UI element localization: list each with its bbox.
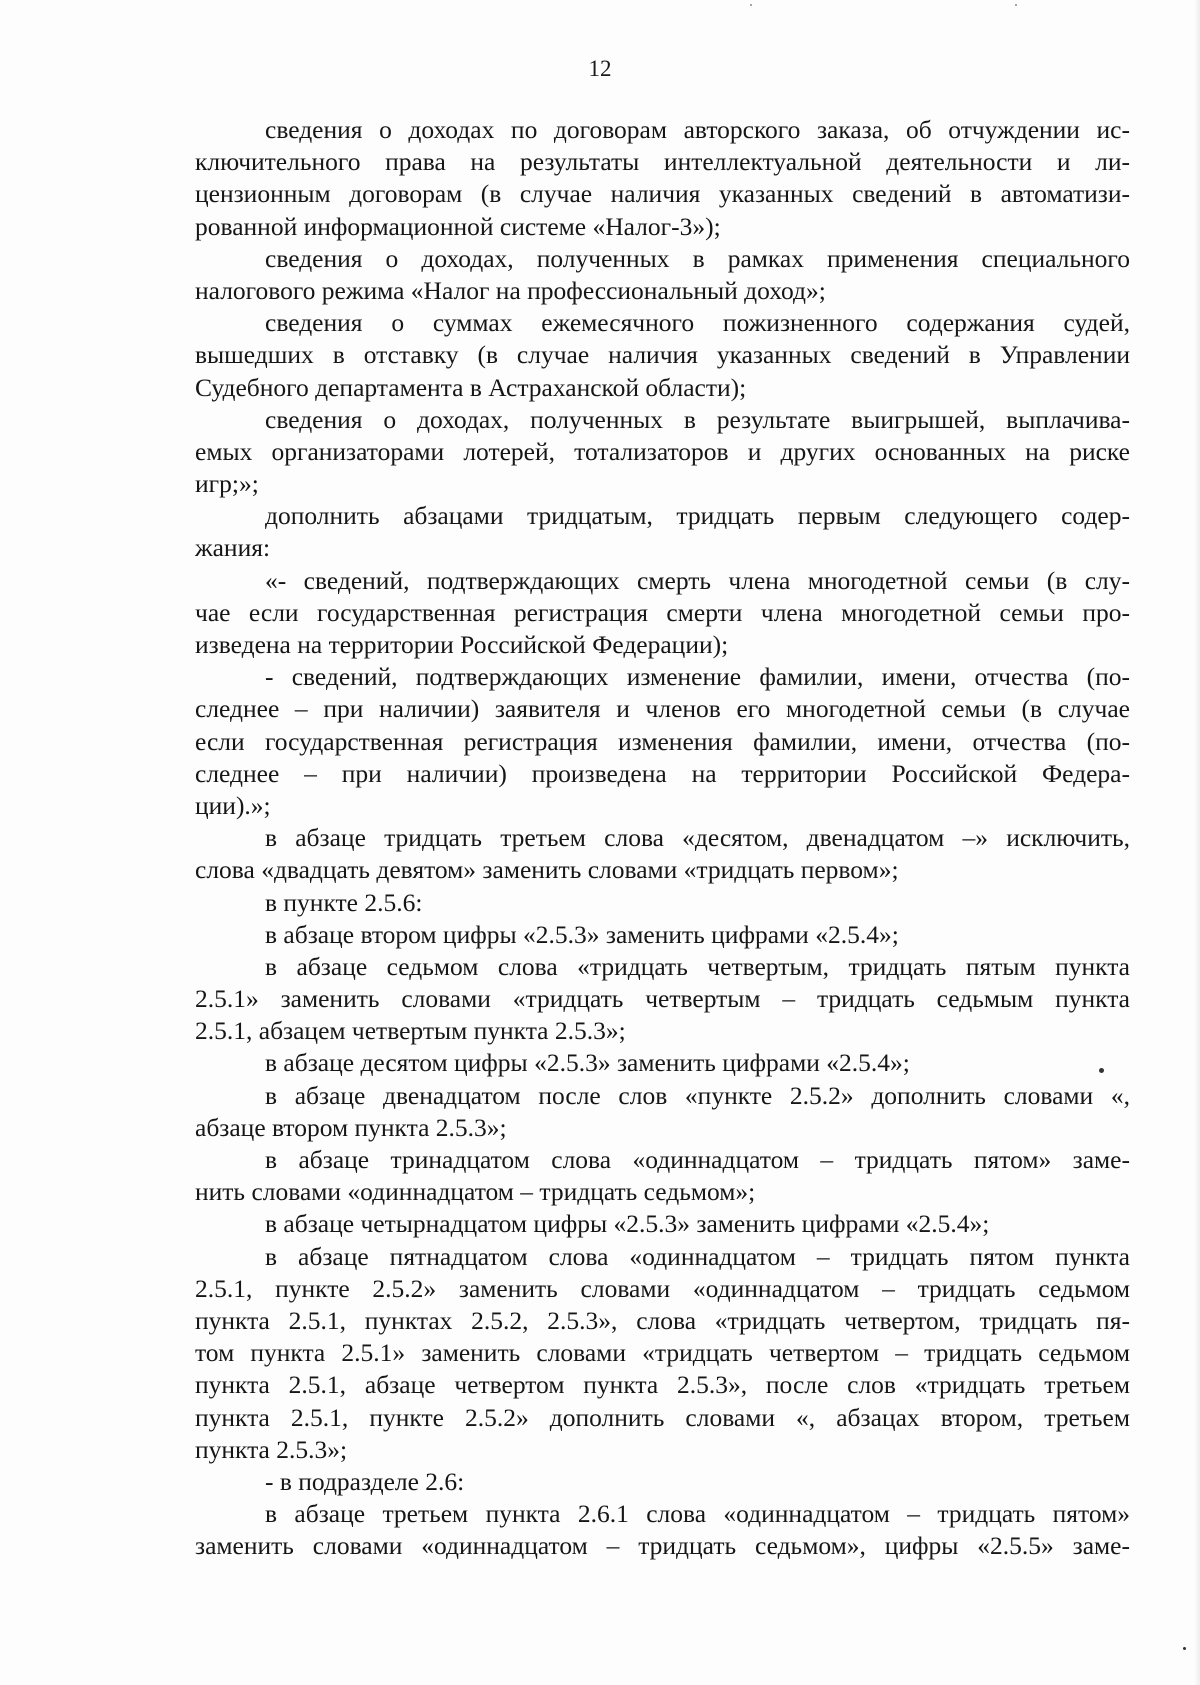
text-line: абзаце втором пункта 2.5.3»; [195, 1112, 507, 1142]
text-line: - сведений, подтверждающих изменение фамилии, имени, отчества (по- [265, 662, 1130, 692]
text-line: чае если государственная регистрация смерти члена многодетной семьи про- [195, 597, 1130, 627]
text-line: том пункта 2.5.1» заменить словами «тридцать четвертом – тридцать седьмом [195, 1338, 1130, 1368]
text-line: следнее – при наличии) заявителя и членов его многодетной семьи (в случае [195, 694, 1130, 724]
text-line: Судебного департамента в Астраханской области); [195, 372, 747, 402]
text-line: сведения о доходах по договорам авторского заказа, об отчуждении ис- [265, 115, 1130, 144]
text-line: налогового режима «Налог на профессиональный доход»; [195, 275, 826, 305]
scan-speck [1015, 4, 1017, 6]
text-line: в абзаце третьем пункта 2.6.1 слова «одиннадцатом – тридцать пятом» [265, 1499, 1130, 1529]
text-line: цензионным договорам (в случае наличия указанных сведений в автоматизи- [195, 179, 1130, 209]
scan-speck [1099, 1068, 1104, 1073]
text-line: емых организаторами лотерей, тотализаторов и других основанных на риске [195, 436, 1130, 466]
text-line: пункта 2.5.1, абзаце четвертом пункта 2.5.3», после слов «тридцать третьем [195, 1370, 1130, 1400]
text-line: сведения о доходах, полученных в рамках применения специального [265, 243, 1130, 273]
text-line: в абзаце двенадцатом после слов «пункте 2.5.2» дополнить словами «, [265, 1080, 1130, 1110]
text-line: игр;»; [195, 469, 259, 499]
scan-speck [750, 4, 752, 6]
text-line: изведена на территории Российской Федерации); [195, 630, 729, 659]
text-line: рованной информационной системе «Налог-3»); [195, 211, 721, 241]
text-line: жания: [195, 533, 271, 563]
text-line: сведения о доходах, полученных в результате выигрышей, выплачива- [265, 404, 1130, 434]
text-line: в абзаце седьмом слова «тридцать четвертым, тридцать пятым пункта [265, 951, 1130, 981]
text-line: вышедших в отставку (в случае наличия указанных сведений в Управлении [195, 340, 1130, 370]
text-line: «- сведений, подтверждающих смерть члена многодетной семьи (в слу- [265, 565, 1130, 595]
scan-edge-shadow [1194, 0, 1200, 1685]
scan-speck [1183, 1647, 1186, 1650]
text-line: 2.5.1» заменить словами «тридцать четвертым – тридцать седьмым пункта [195, 984, 1130, 1014]
text-line: сведения о суммах ежемесячного пожизненного содержания судей, [265, 308, 1130, 338]
text-line: если государственная регистрация изменения фамилии, имени, отчества (по- [195, 726, 1130, 756]
text-line: пункта 2.5.1, пунктах 2.5.2, 2.5.3», слова «тридцать четвертом, тридцать пя- [195, 1305, 1130, 1335]
text-line: следнее – при наличии) произведена на территории Российской Федера- [195, 758, 1130, 788]
text-line: - в подразделе 2.6: [265, 1466, 465, 1496]
text-line: ции).»; [195, 790, 271, 820]
text-line: в абзаце втором цифры «2.5.3» заменить цифрами «2.5.4»; [265, 919, 899, 949]
text-line: ключительного права на результаты интеллектуальной деятельности и ли- [195, 147, 1130, 177]
text-line: 2.5.1, абзацем четвертым пункта 2.5.3»; [195, 1016, 626, 1046]
text-line: в абзаце тринадцатом слова «одиннадцатом – тридцать пятом» заме- [265, 1145, 1130, 1174]
text-line: пункта 2.5.3»; [195, 1434, 348, 1464]
text-line: в абзаце тридцать третьем слова «десятом, двенадцатом –» исключить, [265, 823, 1130, 853]
text-line: 2.5.1, пункте 2.5.2» заменить словами «одиннадцатом – тридцать седьмом [195, 1273, 1130, 1303]
text-line: нить словами «одиннадцатом – тридцать седьмом»; [195, 1177, 756, 1207]
text-line: слова «двадцать девятом» заменить словами «тридцать первом»; [195, 855, 899, 885]
text-line: заменить словами «одиннадцатом – тридцать седьмом», цифры «2.5.5» заме- [195, 1531, 1130, 1561]
page-number: 12 [588, 56, 612, 81]
text-line: в абзаце четырнадцатом цифры «2.5.3» заменить цифрами «2.5.4»; [265, 1209, 990, 1239]
text-line: в абзаце десятом цифры «2.5.3» заменить цифрами «2.5.4»; [265, 1048, 910, 1078]
text-line: дополнить абзацами тридцатым, тридцать первым следующего содер- [265, 501, 1130, 531]
text-line: в пункте 2.5.6: [265, 887, 423, 917]
text-line: пункта 2.5.1, пункте 2.5.2» дополнить словами «, абзацах втором, третьем [195, 1402, 1130, 1432]
document-body [195, 114, 1130, 1562]
text-line: в абзаце пятнадцатом слова «одиннадцатом – тридцать пятом пункта [265, 1241, 1130, 1271]
